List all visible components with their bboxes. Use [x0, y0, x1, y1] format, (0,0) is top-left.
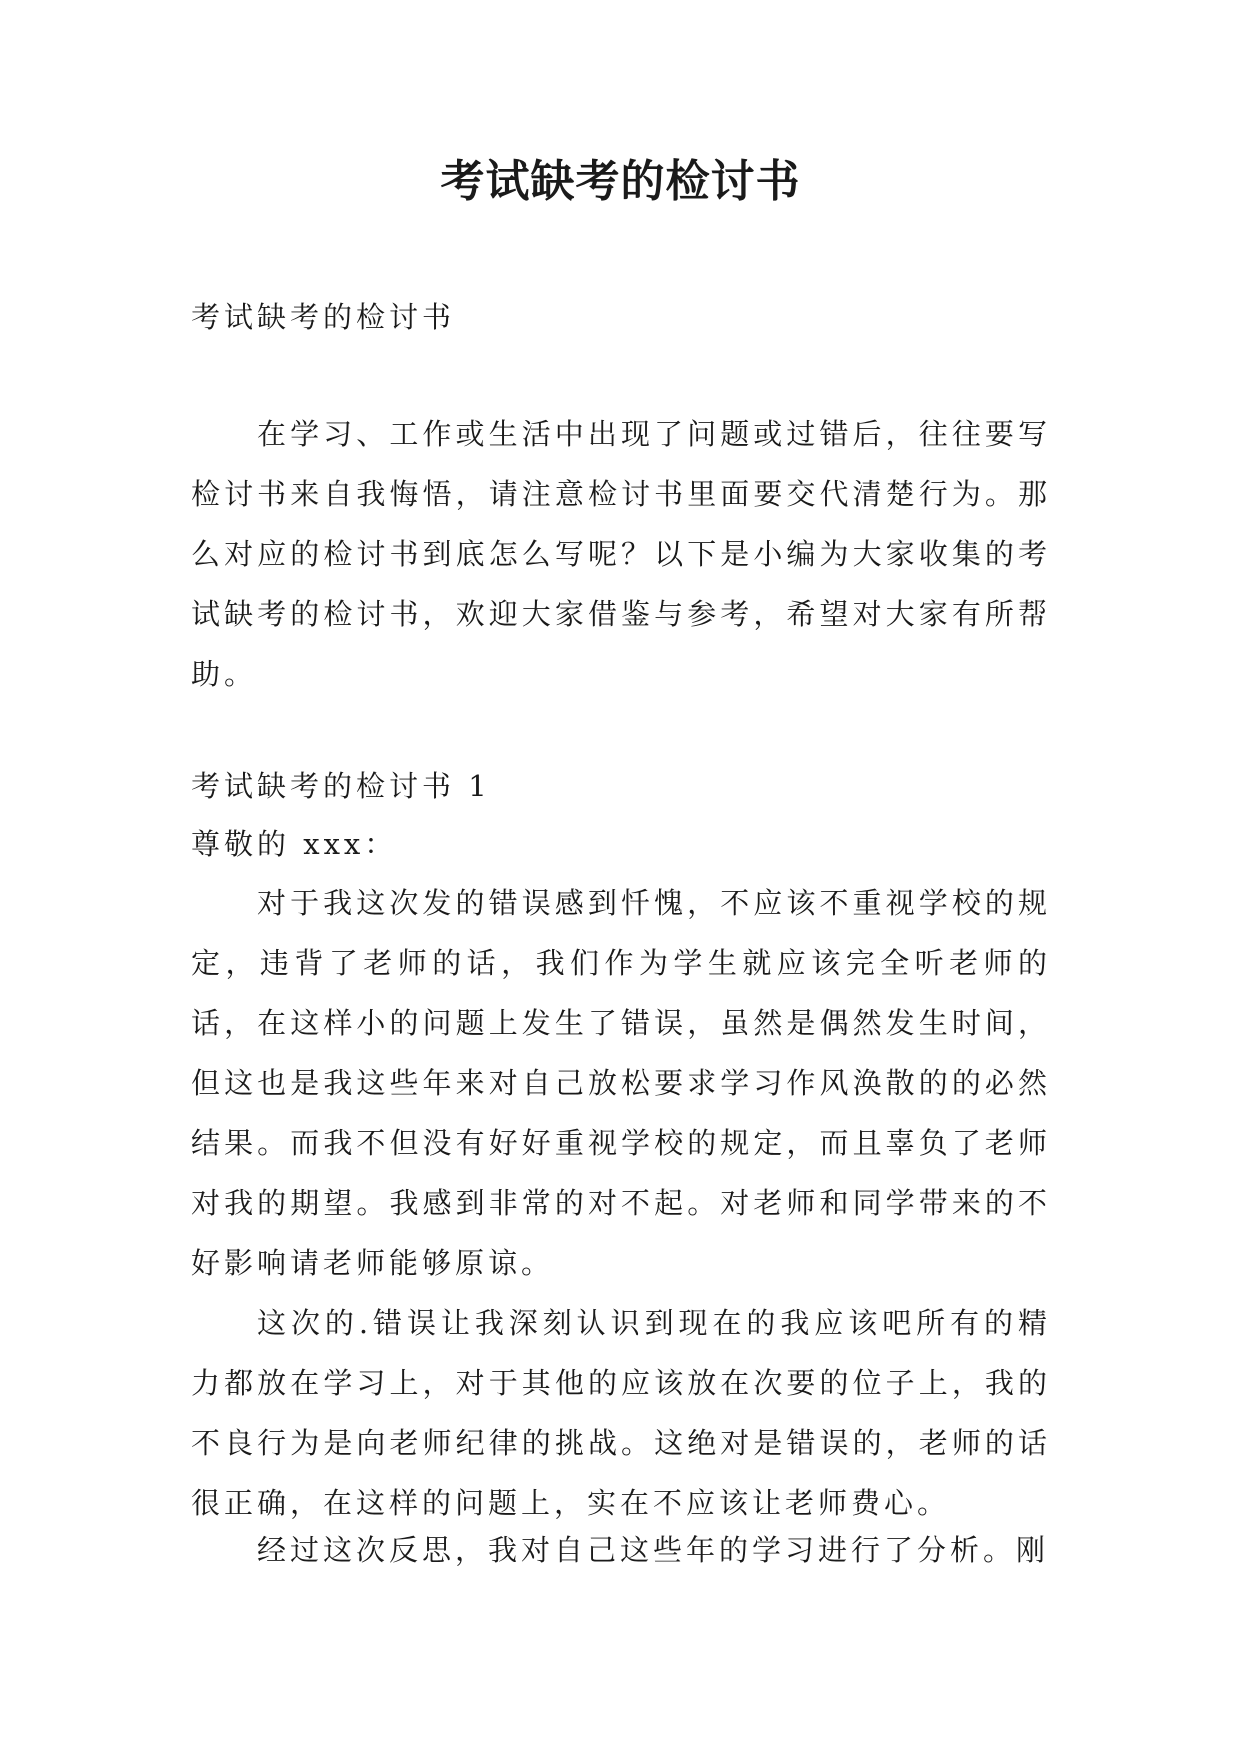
body-paragraph-2: 这次的.错误让我深刻认识到现在的我应该吧所有的精力都放在学习上，对于其他的应该放在次要的位子上，我的不良行为是向老师纪律的挑战。这绝对是错误的，老师的话很正确，在这样的问题上，实在不应该让老师费心。 [191, 1306, 1051, 1520]
section-heading: 考试缺考的检讨书 1 [191, 769, 491, 803]
salutation: 尊敬的 xxx： [191, 827, 398, 861]
intro-paragraph: 在学习、工作或生活中出现了问题或过错后，往往要写检讨书来自我悔悟，请注意检讨书里面要交代清楚行为。那么对应的检讨书到底怎么写呢？以下是小编为大家收集的考试缺考的检讨书，欢迎大家借鉴与参考，希望对大家有所帮助。 [191, 417, 1051, 691]
document-title: 考试缺考的检讨书 [440, 156, 801, 207]
document-subtitle: 考试缺考的检讨书 [191, 300, 456, 334]
body-paragraph-1: 对于我这次发的错误感到忏愧，不应该不重视学校的规定，违背了老师的话，我们作为学生就应该完全听老师的话，在这样小的问题上发生了错误，虽然是偶然发生时间，但这也是我这些年来对自己放松要求学习作风涣散的的必然结果。而我不但没有好好重视学校的规定，而且辜负了老师对我的期望。我感到非常的对不起。对老师和同学带来的不好影响请老师能够原谅。 [191, 886, 1051, 1280]
body-paragraph-3: 经过这次反思，我对自己这些年的学习进行了分析。刚 [257, 1533, 1050, 1567]
